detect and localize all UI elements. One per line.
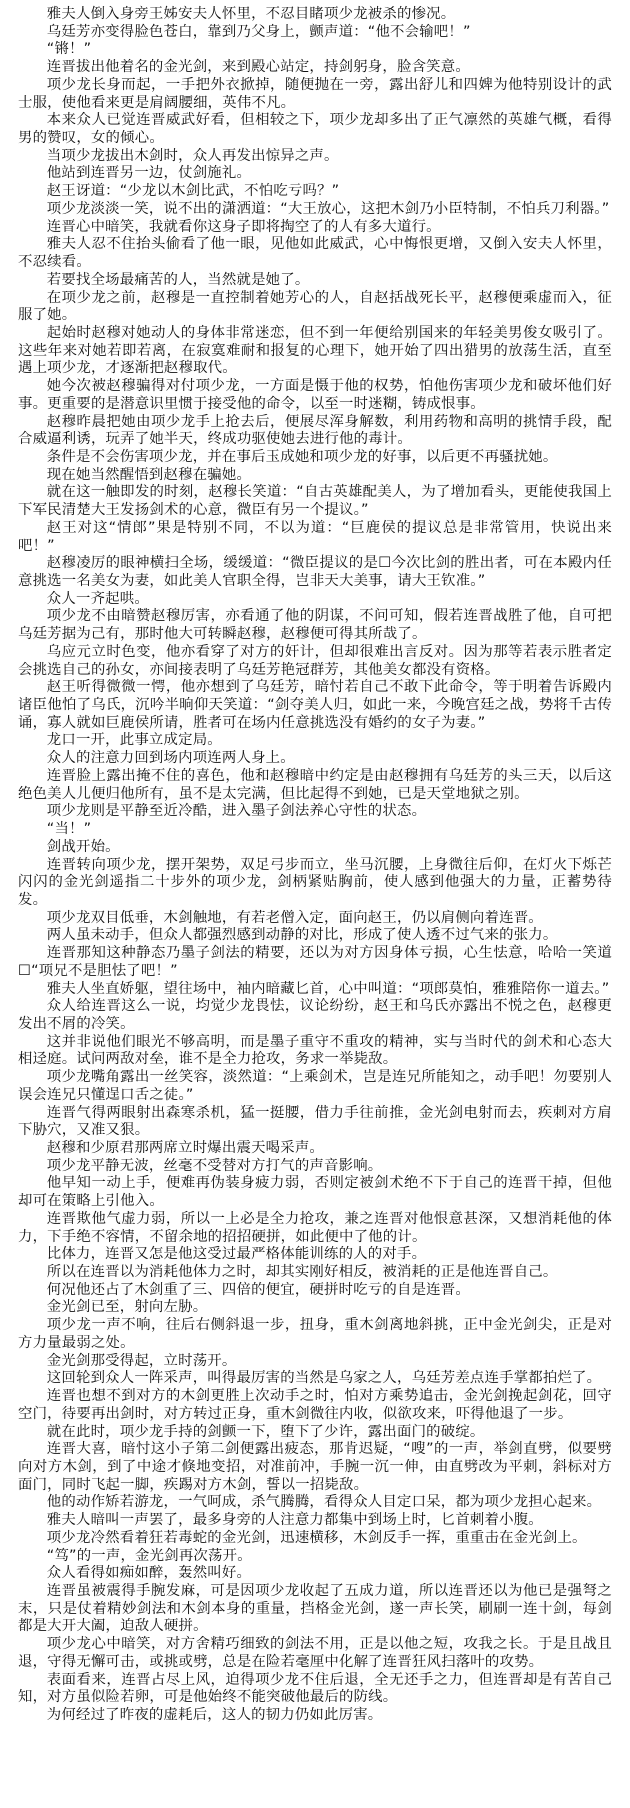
paragraph: 雅夫人倒入身旁王姊安夫人怀里，不忍目睹项少龙被杀的惨况。 [46, 6, 456, 22]
paragraph: 众人一齐起哄。 [46, 590, 149, 607]
paragraph: 剑战开始。 [46, 838, 120, 855]
paragraph: 连晋也想不到对方的木剑更胜上次动手之时，怕对方乘势追击，金光剑挽起剑花，回守空门，待要再出剑时，对方转过正身，重木剑微往内收，似欲攻来，吓得他退了一步。 [18, 1388, 612, 1422]
paragraph: 连晋脸上露出掩不住的喜色，他和赵穆暗中约定是由赵穆拥有乌廷芳的头三天，以后这绝色美人儿便归他所有，虽不是太完满，但比起得不到她，已是天堂地狱之别。 [18, 767, 612, 802]
paragraph: 他早知一动上手，便难再伪装身疲力弱，否则定被剑术绝不下于自己的连晋干掉，但他却可在策略上引他入。 [18, 1175, 612, 1210]
paragraph: “当！” [46, 821, 92, 838]
paragraph: 他的动作矫若游龙，一气呵成，杀气腾腾，看得众人目定口呆，都为项少龙担心起来。 [46, 1494, 602, 1511]
paragraph: 雅夫人忍不住抬头偷看了他一眼，见他如此威武，心中悔恨更增，又倒入安夫人怀里，不忍续看。 [18, 236, 612, 271]
paragraph: 项少龙冷然看着狂若毒蛇的金光剑，迅速横移，木剑反手一挥，重重击在金光剑上。 [46, 1529, 587, 1546]
paragraph: 所以在连晋以为消耗他体力之时，却其实刚好相反，被消耗的正是他连晋自己。 [46, 1264, 558, 1281]
paragraph: 表面看来，连晋占尽上风，迫得项少龙不住后退，全无还手之力，但连晋却是有苦自己知，对方虽似险若卵，可是他始终不能突破他最后的防线。 [18, 1671, 612, 1706]
paragraph: 就在此时，项少龙手持的剑颤一下，堕下了少许，露出面门的破绽。 [46, 1423, 485, 1440]
paragraph: “锵！” [46, 41, 92, 58]
paragraph: 赵王对这“情郎”果是特别不同，不以为道：“巨鹿侯的提议总是非常管用，快说出来吧！” [18, 519, 612, 554]
paragraph: 乌廷芳亦变得脸色苍白，靠到乃父身上，颤声道：“他不会输吧！” [46, 23, 471, 40]
paragraph: 项少龙不由暗赞赵穆厉害，亦看通了他的阴谋，不问可知，假若连晋战胜了他，自可把乌廷芳据为己有，那时他大可转瞬赵穆，赵穆便可得其所哉了。 [18, 608, 612, 643]
paragraph: 金光剑已至，射向左胁。 [46, 1299, 208, 1316]
paragraph: 连晋拔出他着名的金光剑，来到殿心站定，持剑躬身，脸含笑意。 [46, 59, 470, 76]
paragraph: 赵穆昨晨把她由项少龙手上抢去后，便展尽浑身解数，利用药物和高明的挑情手段，配合威逼利诱，玩弄了她半天，终成功驱使她去进行他的毒计。 [18, 413, 612, 448]
paragraph: 赵穆凌厉的眼神横扫全场，缓缓道：“微臣提议的是☐今次比剑的胜出者，可在本殿内任意挑选一名美女为妻，如此美人官职全得，岂非天大美事，请大王钦准。” [18, 555, 612, 589]
paragraph: 众人的注意力回到场内项连两人身上。 [46, 750, 295, 767]
paragraph: 她今次被赵穆骗得对付项少龙，一方面是慑于他的权势，怕他伤害项少龙和破坏他们好事。更重要的是潜意识里惯于接受他的命令，以至一时迷糊，铸成恨事。 [18, 378, 612, 412]
paragraph: 为何经过了昨夜的虚耗后，这人的韧力仍如此厉害。 [46, 1707, 383, 1723]
paragraph: 本来众人已觉连晋威武好看，但相较之下，项少龙却多出了正气凛然的英雄气概，看得男的赞叹，女的倾心。 [18, 112, 612, 147]
paragraph: 项少龙长身而起，一手把外衣掀掉，随便抛在一旁，露出舒儿和四婢为他特别设计的武士服，使他看来更是肩阔腰细，英伟不凡。 [18, 76, 612, 111]
paragraph: 连晋那知这种静态乃墨子剑法的精要，还以为对方因身体亏损，心生怯意，哈哈一笑道☐“项兄不是胆怯了吧！” [18, 945, 612, 979]
paragraph: 项少龙平静无波，丝毫不受替对方打气的声音影响。 [46, 1157, 383, 1174]
paragraph: 连晋欺他气虚力弱，所以一上必是全力抢攻，兼之连晋对他恨意甚深，又想消耗他的体力，下手绝不容情，不留余地的招招硬拼，如此便中了他的计。 [18, 1210, 612, 1245]
paragraph: 赵穆和少原君那两席立时爆出震天喝采声。 [46, 1140, 325, 1156]
paragraph: 当项少龙拔出木剑时，众人再发出惊异之声。 [46, 147, 339, 164]
paragraph: 龙口一开，此事立成定局。 [46, 732, 222, 749]
paragraph: 项少龙一声不响，往后右侧斜退一步，扭身，重木剑离地斜挑，正中金光剑尖，正是对方力量最弱之处。 [18, 1317, 612, 1351]
paragraph: 就在这一触即发的时刻，赵穆长笑道：“自古英雄配美人，为了增加看头，更能使我国上下军民清楚大王发扬剑术的心意，微臣有另一个提议。” [18, 484, 612, 519]
paragraph: 项少龙心中暗笑，对方舍精巧细致的剑法不用，正是以他之短，攻我之长。于是且战且退，守得无懈可击，或挑或劈，总是在险若毫厘中化解了连晋狂风扫落叶的攻势。 [18, 1636, 612, 1670]
paragraph: 条件是不会伤害项少龙，并在事后玉成她和项少龙的好事，以后更不再骚扰她。 [46, 448, 558, 465]
paragraph: 项少龙淡淡一笑，说不出的潇洒道：“大王放心，这把木剑乃小臣特制，不怕兵刀利器。” [46, 200, 610, 217]
paragraph: 现在她当然醒悟到赵穆在骗她。 [46, 466, 252, 483]
paragraph: 雅夫人坐直娇躯，望往场中，袖内暗藏匕首，心中叫道：“项郎莫怕，雅雅陪你一道去。” [46, 980, 610, 997]
paragraph: 何况他还占了木剑重了三、四倍的便宜，硬拼时吃亏的自是连晋。 [46, 1281, 470, 1298]
paragraph: “笃”的一声，金光剑再次荡开。 [46, 1547, 252, 1564]
paragraph: 乌应元立时色变，他亦看穿了对方的奸计，但却很难出言反对。因为那等若表示胜者定会挑选自己的孙女，亦间接表明了乌廷芳艳冠群芳，其他美女都没有资格。 [18, 643, 612, 678]
paragraph: 项少龙则是平静至近冷酷，进入墨子剑法养心守性的状态。 [46, 803, 427, 820]
paragraph: 金光剑那受得起，立时荡开。 [46, 1352, 237, 1369]
paragraph: 众人给连晋这么一说，均觉少龙畏怯，议论纷纷，赵王和乌氏亦露出不悦之色，赵穆更发出不屑的冷笑。 [18, 998, 612, 1032]
paragraph: 连晋心中暗笑，我就看你这身子即将掏空了的人有多大道行。 [46, 218, 441, 235]
paragraph: 众人看得如痴如醉，轰然叫好。 [46, 1565, 252, 1582]
paragraph: 若要找全场最痛苦的人，当然就是她了。 [46, 271, 310, 288]
paragraph: 项少龙双目低垂，木剑触地，有若老僧入定，面向赵王，仍以肩侧向着连晋。 [46, 909, 543, 926]
paragraph: 这回轮到众人一阵采声，叫得最厉害的当然是乌家之人，乌廷芳差点连手掌都拍烂了。 [46, 1370, 602, 1387]
paragraph: 两人虽未动手，但众人都强烈感到动静的对比，形成了使人透不过气来的张力。 [46, 927, 558, 944]
paragraph: 项少龙嘴角露出一丝笑容，淡然道：“上乘剑术，岂是连兄所能知之，动手吧！勿要别人误会连兄只懂逞口舌之徒。” [18, 1069, 612, 1103]
paragraph: 赵王讶道：“少龙以木剑比武，不怕吃亏吗？” [46, 183, 340, 200]
paragraph: 比体力，连晋又怎是他这受过最严格体能训练的人的对手。 [46, 1246, 427, 1263]
paragraph: 这并非说他们眼光不够高明，而是墨子重守不重攻的精神，实与当时代的剑术和心态大相迳庭。试问两敌对垒，谁不是全力抢攻，务求一举毙敌。 [18, 1033, 612, 1068]
paragraph: 他站到连晋另一边，仗剑施礼。 [46, 165, 252, 182]
paragraph: 雅夫人暗叫一声罢了，最多身旁的人注意力都集中到场上时，匕首刺着小腹。 [46, 1512, 543, 1529]
paragraph: 赵王听得微微一愕，他亦想到了乌廷芳，暗忖若自己不敢下此命令，等于明着告诉殿内诸臣他怕了乌氏，沉吟半晌仰天笑道：“剑夺美人归，如此一来，今晚宫廷之战，势将千古传诵，寡人就如巨鹿侯所请，胜者可在场内任意挑选没有婚约的女子为妻。” [18, 679, 612, 731]
paragraph: 起始时赵穆对她动人的身体非常迷恋，但不到一年便给别国来的年轻美男俊女吸引了。这些年来对她若即若离，在寂寞难耐和报复的心理下，她开始了四出猎男的放荡生活，直至遇上项少龙，才逐渐把赵穆取代。 [18, 324, 612, 377]
paragraph: 连晋转向项少龙，摆开架势，双足弓步而立，坐马沉腰，上身微往后仰，在灯火下烁芒闪闪的金光剑遥指二十步外的项少龙，剑柄紧贴胸前，使人感到他强大的力量，正蓄势待发。 [18, 856, 612, 908]
paragraph: 连晋大喜，暗忖这小子第二剑便露出疲态，那肯迟疑，“嗖”的一声，举剑直劈，似要劈向对方木剑，到了中途才倏地变招，对准前冲，手腕一沉一伸，由直劈改为平刺，斜标对方面门，同时飞起一脚，疾踢对方木剑，誓以一招毙敌。 [18, 1441, 612, 1493]
paragraph: 连晋虽被震得手腕发麻，可是因项少龙收起了五成力道，所以连晋还以为他已是强弩之末，只是仗着精妙剑法和木剑本身的重量，挡格金光剑，遂一声长笑，刷刷一连十剑，每剑都是大开大阖，迫敌人硬拼。 [18, 1582, 612, 1635]
paragraph: 连晋气得两眼射出森寒杀机，猛一挺腰，借力手往前推，金光剑电射而去，疾刺对方肩下胁穴，又准又狠。 [18, 1104, 612, 1139]
paragraph: 在项少龙之前，赵穆是一直控制着她芳心的人，自赵括战死长平，赵穆便乘虚而入，征服了她。 [18, 289, 612, 324]
